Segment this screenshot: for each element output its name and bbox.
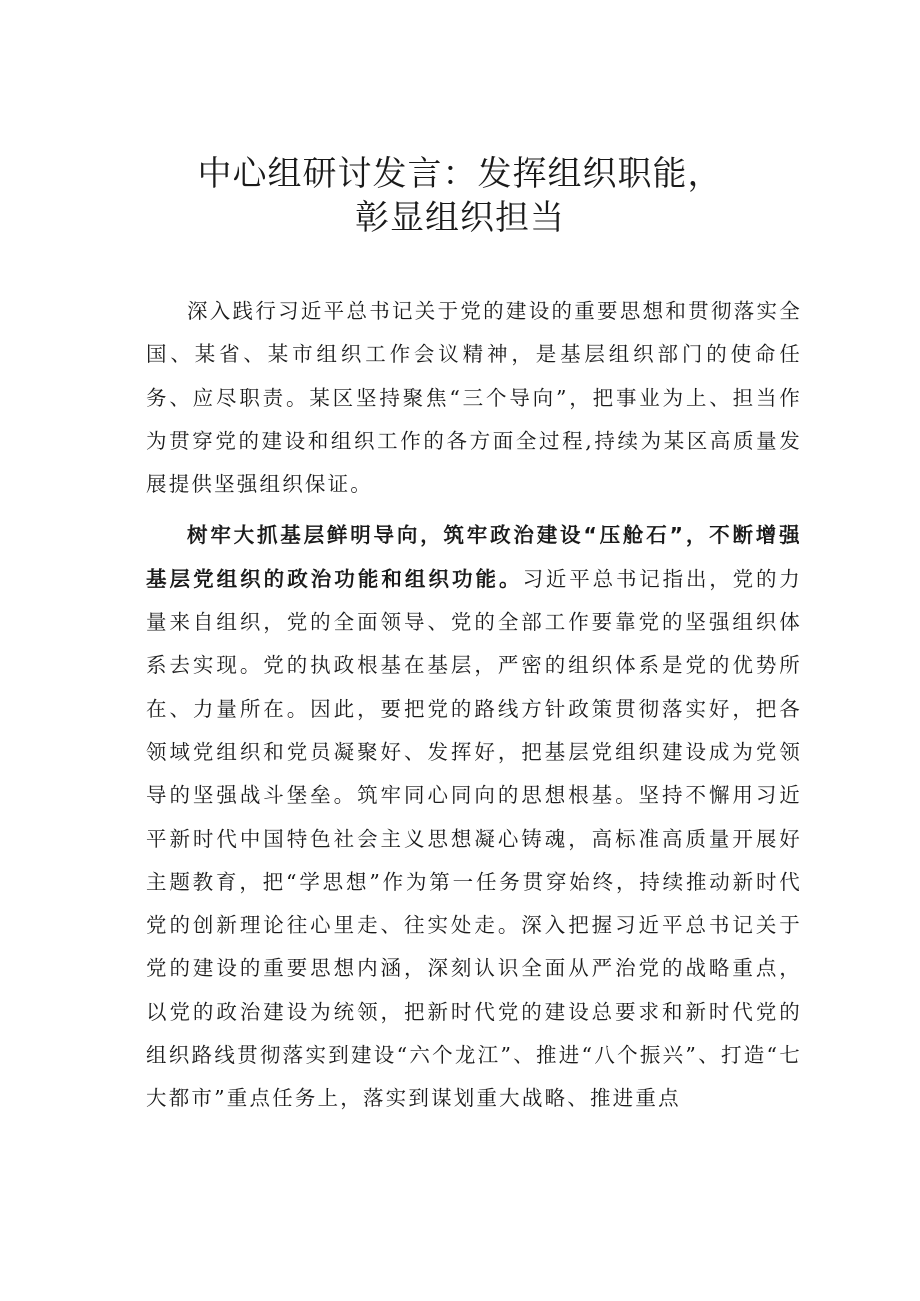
document-body (146, 290, 802, 1129)
paragraph-1 (146, 290, 802, 506)
document-title (120, 152, 800, 240)
title-line-1: 中心组研讨发言：发挥组织职能， (197, 154, 723, 194)
paragraph-2-text: 习近平总书记指出，党的力量来自组织，党的全面领导、党的全部工作要靠党的坚强组织体系去实现。党的执政根基在基层，严密的组织体系是党的优势所在、力量所在。因此，要把党的路线方针政策贯彻落实好，把各领域党组织和党员凝聚好、发挥好，把基层党组织建设成为党领导的坚强战斗堡垒。筑牢同心同向的思想根基。坚持不懈用习近平新时代中国特色社会主义思想凝心铸魂，高标准高质量开展好主题教育，把“学思想”作为第一任务贯穿始终，持续推动新时代党的创新理论往心里走、往实处走。深入把握习近平总书记关于党的建设的重要思想内涵，深刻认识全面从严治党的战略重点，以党的政治建设为统领，把新时代党的建设总要求和新时代党的组织路线贯彻落实到建设“六个龙江”、推进“八个振兴”、打造“七大都市”重点任务上，落实到谋划重大战略、推进重点 (146, 566, 802, 1111)
title-line-2: 彰显组织担当 (355, 198, 565, 238)
paragraph-1-text: 深入践行习近平总书记关于党的建设的重要思想和贯彻落实全国、某省、某市组织工作会议精神，是基层组织部门的使命任务、应尽职责。某区坚持聚焦“三个导向”，把事业为上、担当作为贯穿党的建设和组织工作的各方面全过程,持续为某区高质量发展提供坚强组织保证。 (146, 299, 802, 497)
paragraph-2-lead: 树牢大抓基层鲜明导向，筑牢政治建设“压舱石”，不断增强基层党组织的政治功能和组织功能。 (146, 523, 802, 591)
paragraph-2 (146, 514, 802, 1120)
